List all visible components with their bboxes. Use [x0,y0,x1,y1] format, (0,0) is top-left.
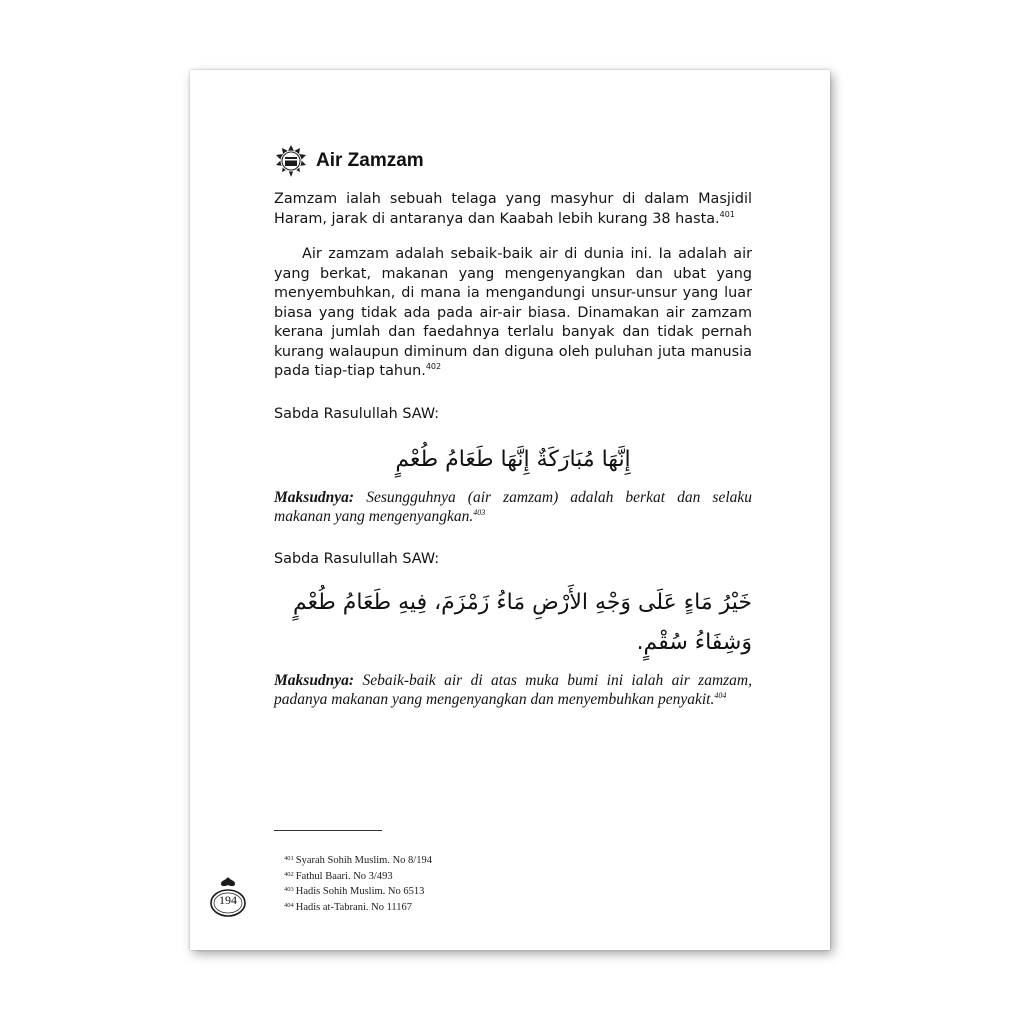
footnote-item [284,868,432,884]
book-page [190,70,830,950]
footnote-item [284,883,432,899]
hadith-lead-1: Sabda Rasulullah SAW: [274,405,440,422]
footnote-number: 401 [284,855,294,862]
page-content [274,144,752,710]
footnote-text: Hadis at-Tabrani. No 11167 [295,901,413,913]
footnote-divider [274,830,382,831]
meaning-text-2: Sebaik-baik air di atas muka bumi ini ialah air zamzam, padanya makanan yang mengenyangkan dan menyembuhkan penyakit. [274,671,752,708]
hadith-arabic-2-line-2: وَشِفَاءُ سُقْمٍ. [636,629,752,655]
hadith-arabic-2-line-1: خَيْرُ مَاءٍ عَلَى وَجْهِ الأَرْضِ مَاءُ زَمْزَمَ، فِيهِ طَعَامُ طُعْمٍ [292,589,752,615]
body-paragraph [274,245,752,382]
meaning-label-1: Maksudnya: [274,488,355,506]
meaning-text-1: Sesungguhnya (air zamzam) adalah berkat dan selaku makanan yang mengenyangkan. [274,488,753,525]
intro-paragraph [274,190,752,229]
hadith-arabic-1: إِنَّهَا مُبَارَكَةٌ إِنَّهَا طَعَامُ طُعْمٍ [395,446,631,472]
section-heading [274,144,752,178]
footnote-text: Hadis Sohih Muslim. No 6513 [295,886,425,897]
hadith-lead-2: Sabda Rasulullah SAW: [274,550,440,567]
footnote-item [284,899,432,915]
footnote-text: Fathul Baari. No 3/493 [295,870,393,882]
intro-text: Zamzam ialah sebuah telaga yang masyhur di dalam Masjidil Haram, jarak di antaranya dan Kaabah lebih kurang 38 hasta. [274,191,752,227]
footnote-number: 403 [284,886,294,893]
hadith-arabic-2 [274,583,752,663]
footnote-ref-403: 403 [473,508,486,517]
footnote-item [284,852,432,868]
footnote-ref-402: 402 [425,362,442,371]
page-title: Air Zamzam [316,150,424,171]
footnote-text: Syarah Sohih Muslim. No 8/194 [295,855,432,866]
footnote-ref-401: 401 [719,209,735,219]
footnote-number: 402 [284,870,294,878]
kaaba-emblem-icon [274,144,308,178]
footnote-ref-404: 404 [714,691,727,700]
footnotes [284,852,432,914]
page-number-badge [208,874,248,920]
page-number: 194 [219,893,237,907]
hadith-meaning-2 [274,671,752,710]
meaning-label-2: Maksudnya: [274,671,355,689]
hadith-meaning-1 [274,488,752,527]
footnote-number: 404 [284,901,294,909]
body-text: Air zamzam adalah sebaik-baik air di dunia ini. Ia adalah air yang berkat, makanan yang mengenyangkan dan ubat yang menyembuhkan, di mana ia mengandungi unsur-unsur yang luar biasa yang tidak ada pada air-air biasa. Dinamakan air zamzam kerana jumlah dan faedahnya terlalu banyak dan tidak pernah kurang walaupun diminum dan diguna oleh puluhan juta manusia pada tiap-tiap tahun. [274,246,752,379]
